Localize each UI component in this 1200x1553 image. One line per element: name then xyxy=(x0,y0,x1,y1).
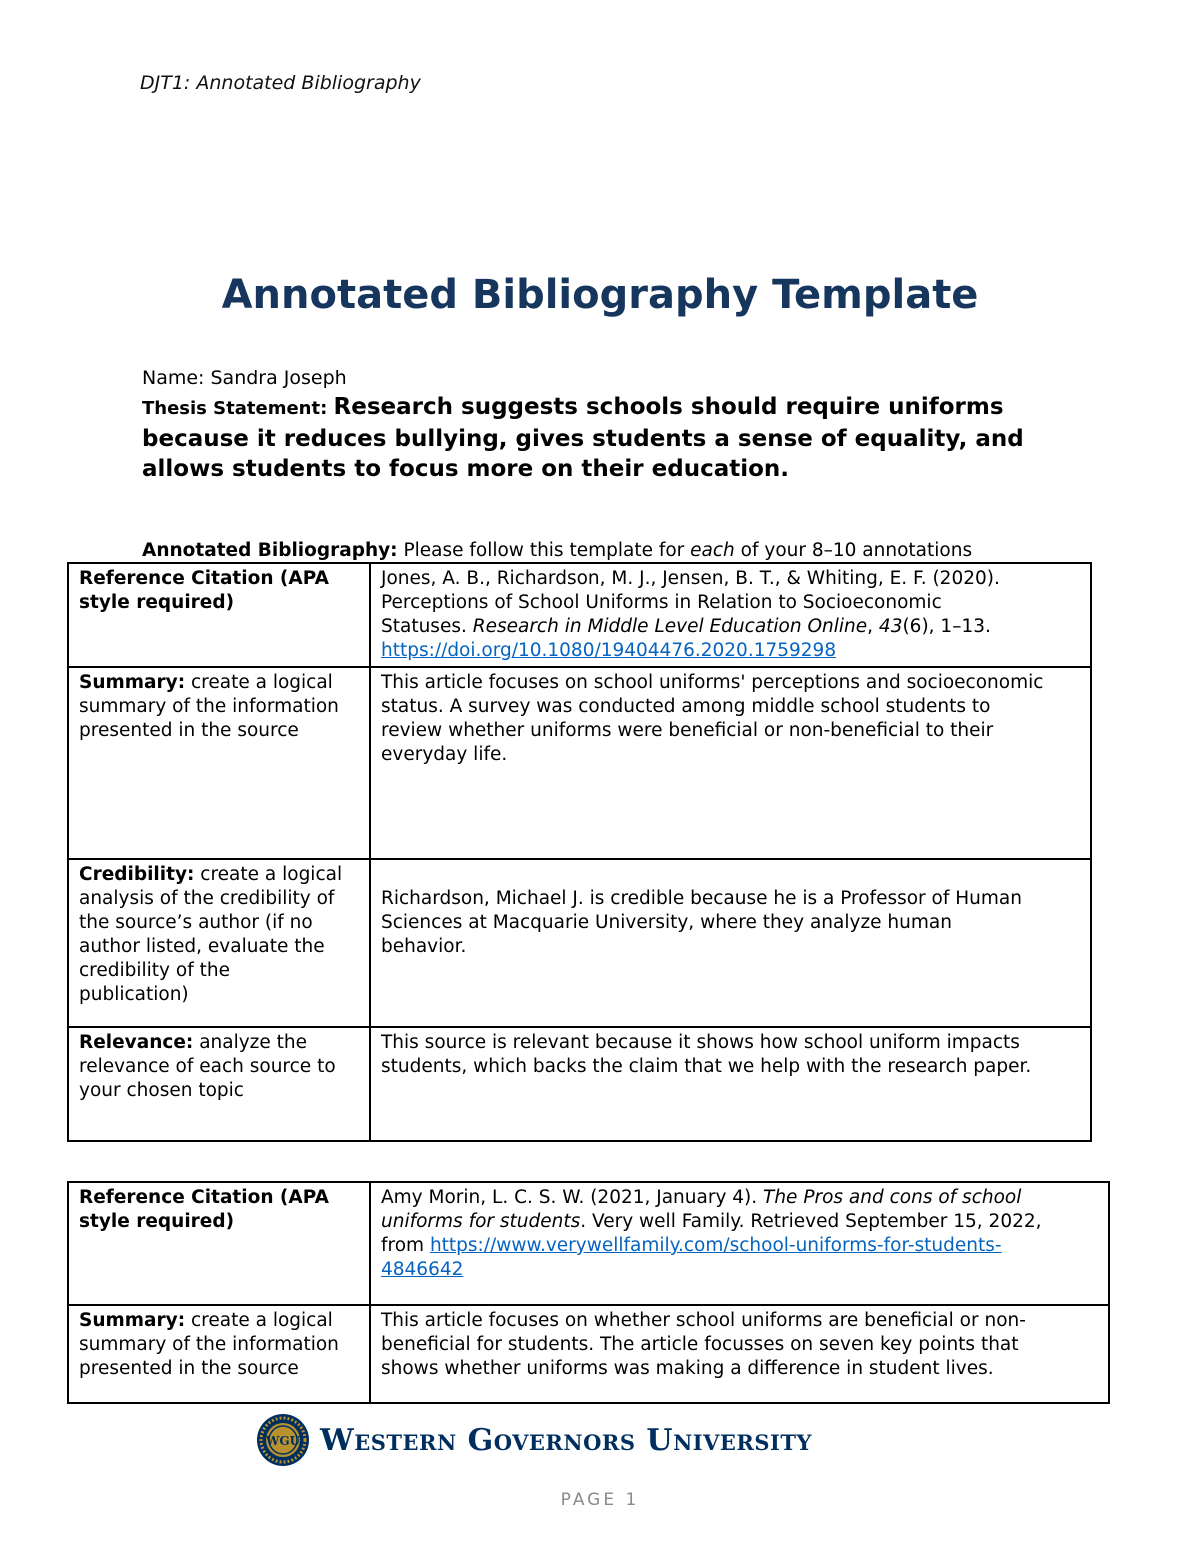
citation-text: (6), 1–13. xyxy=(902,616,991,637)
summary-value xyxy=(370,667,1091,859)
label-line: publication) xyxy=(79,984,189,1005)
relevance-label xyxy=(68,1027,370,1141)
citation-line xyxy=(381,615,1080,639)
seal-text: WGU xyxy=(265,1434,301,1448)
wgu-logo xyxy=(256,1410,812,1470)
annotation-table-2 xyxy=(67,1181,1110,1404)
credibility-value xyxy=(370,859,1091,1027)
label-line xyxy=(79,1309,359,1333)
summary-line: everyday life. xyxy=(381,744,508,765)
relevance-line: students, which backs the claim that we help with the research paper. xyxy=(381,1056,1032,1077)
intro-label: Annotated Bibliography: xyxy=(142,540,398,561)
summary-label xyxy=(68,667,370,859)
thesis-text: Research suggests schools should require uniforms xyxy=(333,394,1004,420)
citation-text: Statuses. xyxy=(381,616,473,637)
label-line: analysis of the credibility of xyxy=(79,888,335,909)
label-line: style required) xyxy=(79,1211,235,1232)
intro-text-end: of your 8–10 annotations xyxy=(734,540,973,561)
wgu-seal-icon xyxy=(256,1413,310,1467)
credibility-line: Sciences at Macquarie University, where they analyze human xyxy=(381,912,952,933)
credibility-label xyxy=(68,859,370,1027)
doi-link[interactable]: https://doi.org/10.1080/19404476.2020.1759298 xyxy=(381,640,837,661)
label-line: relevance of each source to xyxy=(79,1056,336,1077)
summary-line: This article focuses on whether school uniforms are beneficial or non- xyxy=(381,1310,1026,1331)
relevance-value xyxy=(370,1027,1091,1141)
citation-line: Jones, A. B., Richardson, M. J., Jensen, B. T., & Whiting, E. F. (2020). xyxy=(381,568,1000,589)
citation-value xyxy=(370,1182,1109,1305)
thesis-statement xyxy=(142,392,1042,484)
summary-line: review whether uniforms were beneficial or non-beneficial to their xyxy=(381,720,994,741)
prompt-text: create a logical xyxy=(185,672,333,693)
thesis-line xyxy=(142,392,1042,424)
citation-text: Amy Morin, L. C. S. W. (2021, January 4). xyxy=(381,1187,764,1208)
label-line xyxy=(79,1031,359,1055)
summary-heading: Summary: xyxy=(79,1310,186,1331)
summary-heading: Summary: xyxy=(79,672,186,693)
label-line: presented in the source xyxy=(79,720,299,741)
prompt-text: analyze the xyxy=(193,1032,308,1053)
annotated-bibliography-intro xyxy=(142,540,972,561)
credibility-line: behavior. xyxy=(381,936,467,957)
citation-line: Perceptions of School Uniforms in Relation to Socioeconomic xyxy=(381,592,942,613)
summary-label xyxy=(68,1305,370,1403)
citation-text: . Very well Family. Retrieved September 15, 2022, xyxy=(580,1211,1042,1232)
citation-text: from xyxy=(381,1235,430,1256)
page-number: PAGE 1 xyxy=(560,1490,640,1510)
credibility-line: Richardson, Michael J. is credible because he is a Professor of Human xyxy=(381,888,1022,909)
summary-line: status. A survey was conducted among middle school students to xyxy=(381,696,991,717)
citation-line xyxy=(381,1186,1098,1210)
intro-text: Please follow this template for xyxy=(397,540,691,561)
summary-row xyxy=(68,1305,1109,1403)
annotation-table-1 xyxy=(67,562,1092,1142)
label-line: credibility of the xyxy=(79,960,230,981)
label-line: summary of the information xyxy=(79,696,339,717)
label-line: your chosen topic xyxy=(79,1080,244,1101)
credibility-row xyxy=(68,859,1091,1027)
citation-label xyxy=(68,563,370,667)
thesis-line: allows students to focus more on their education. xyxy=(142,456,790,482)
summary-value xyxy=(370,1305,1109,1403)
source-link-continued[interactable]: 4846642 xyxy=(381,1259,464,1280)
citation-text: , xyxy=(867,616,879,637)
citation-line xyxy=(381,1234,1098,1258)
summary-line: This article focuses on school uniforms' perceptions and socioeconomic xyxy=(381,672,1044,693)
wgu-wordmark: Western Governors University xyxy=(320,1422,812,1458)
label-line: summary of the information xyxy=(79,1334,339,1355)
label-line: author listed, evaluate the xyxy=(79,936,325,957)
running-header: DJT1: Annotated Bibliography xyxy=(140,72,421,94)
citation-line xyxy=(381,1210,1098,1234)
citation-value xyxy=(370,563,1091,667)
intro-emphasis: each xyxy=(690,540,735,561)
prompt-text: create a logical xyxy=(194,864,343,885)
journal-title: Research in Middle Level Education Online xyxy=(472,616,868,637)
summary-line: shows whether uniforms was making a difference in student lives. xyxy=(381,1358,994,1379)
thesis-line: because it reduces bullying, gives students a sense of equality, and xyxy=(142,426,1024,452)
label-line xyxy=(79,863,359,887)
citation-label xyxy=(68,1182,370,1305)
label-line: Reference Citation (APA xyxy=(79,1187,329,1208)
volume-number: 43 xyxy=(878,616,903,637)
label-line: Reference Citation (APA xyxy=(79,568,329,589)
label-line: presented in the source xyxy=(79,1358,299,1379)
relevance-heading: Relevance: xyxy=(79,1032,194,1053)
label-line: the source’s author (if no xyxy=(79,912,313,933)
summary-row xyxy=(68,667,1091,859)
relevance-line: This source is relevant because it shows how school uniform impacts xyxy=(381,1032,1020,1053)
article-title: The Pros and cons of school xyxy=(763,1187,1022,1208)
prompt-text: create a logical xyxy=(185,1310,333,1331)
document-title: Annotated Bibliography Template xyxy=(221,272,979,318)
article-title: uniforms for students xyxy=(381,1211,581,1232)
label-line xyxy=(79,671,359,695)
source-link[interactable]: https://www.verywellfamily.com/school-uniforms-for-students- xyxy=(429,1235,1002,1256)
label-line: style required) xyxy=(79,592,235,613)
thesis-label: Thesis Statement: xyxy=(142,398,334,419)
summary-line: beneficial for students. The article focusses on seven key points that xyxy=(381,1334,1019,1355)
citation-row xyxy=(68,1182,1109,1305)
citation-row xyxy=(68,563,1091,667)
relevance-row xyxy=(68,1027,1091,1141)
credibility-heading: Credibility: xyxy=(79,864,195,885)
student-name: Name: Sandra Joseph xyxy=(142,367,347,389)
